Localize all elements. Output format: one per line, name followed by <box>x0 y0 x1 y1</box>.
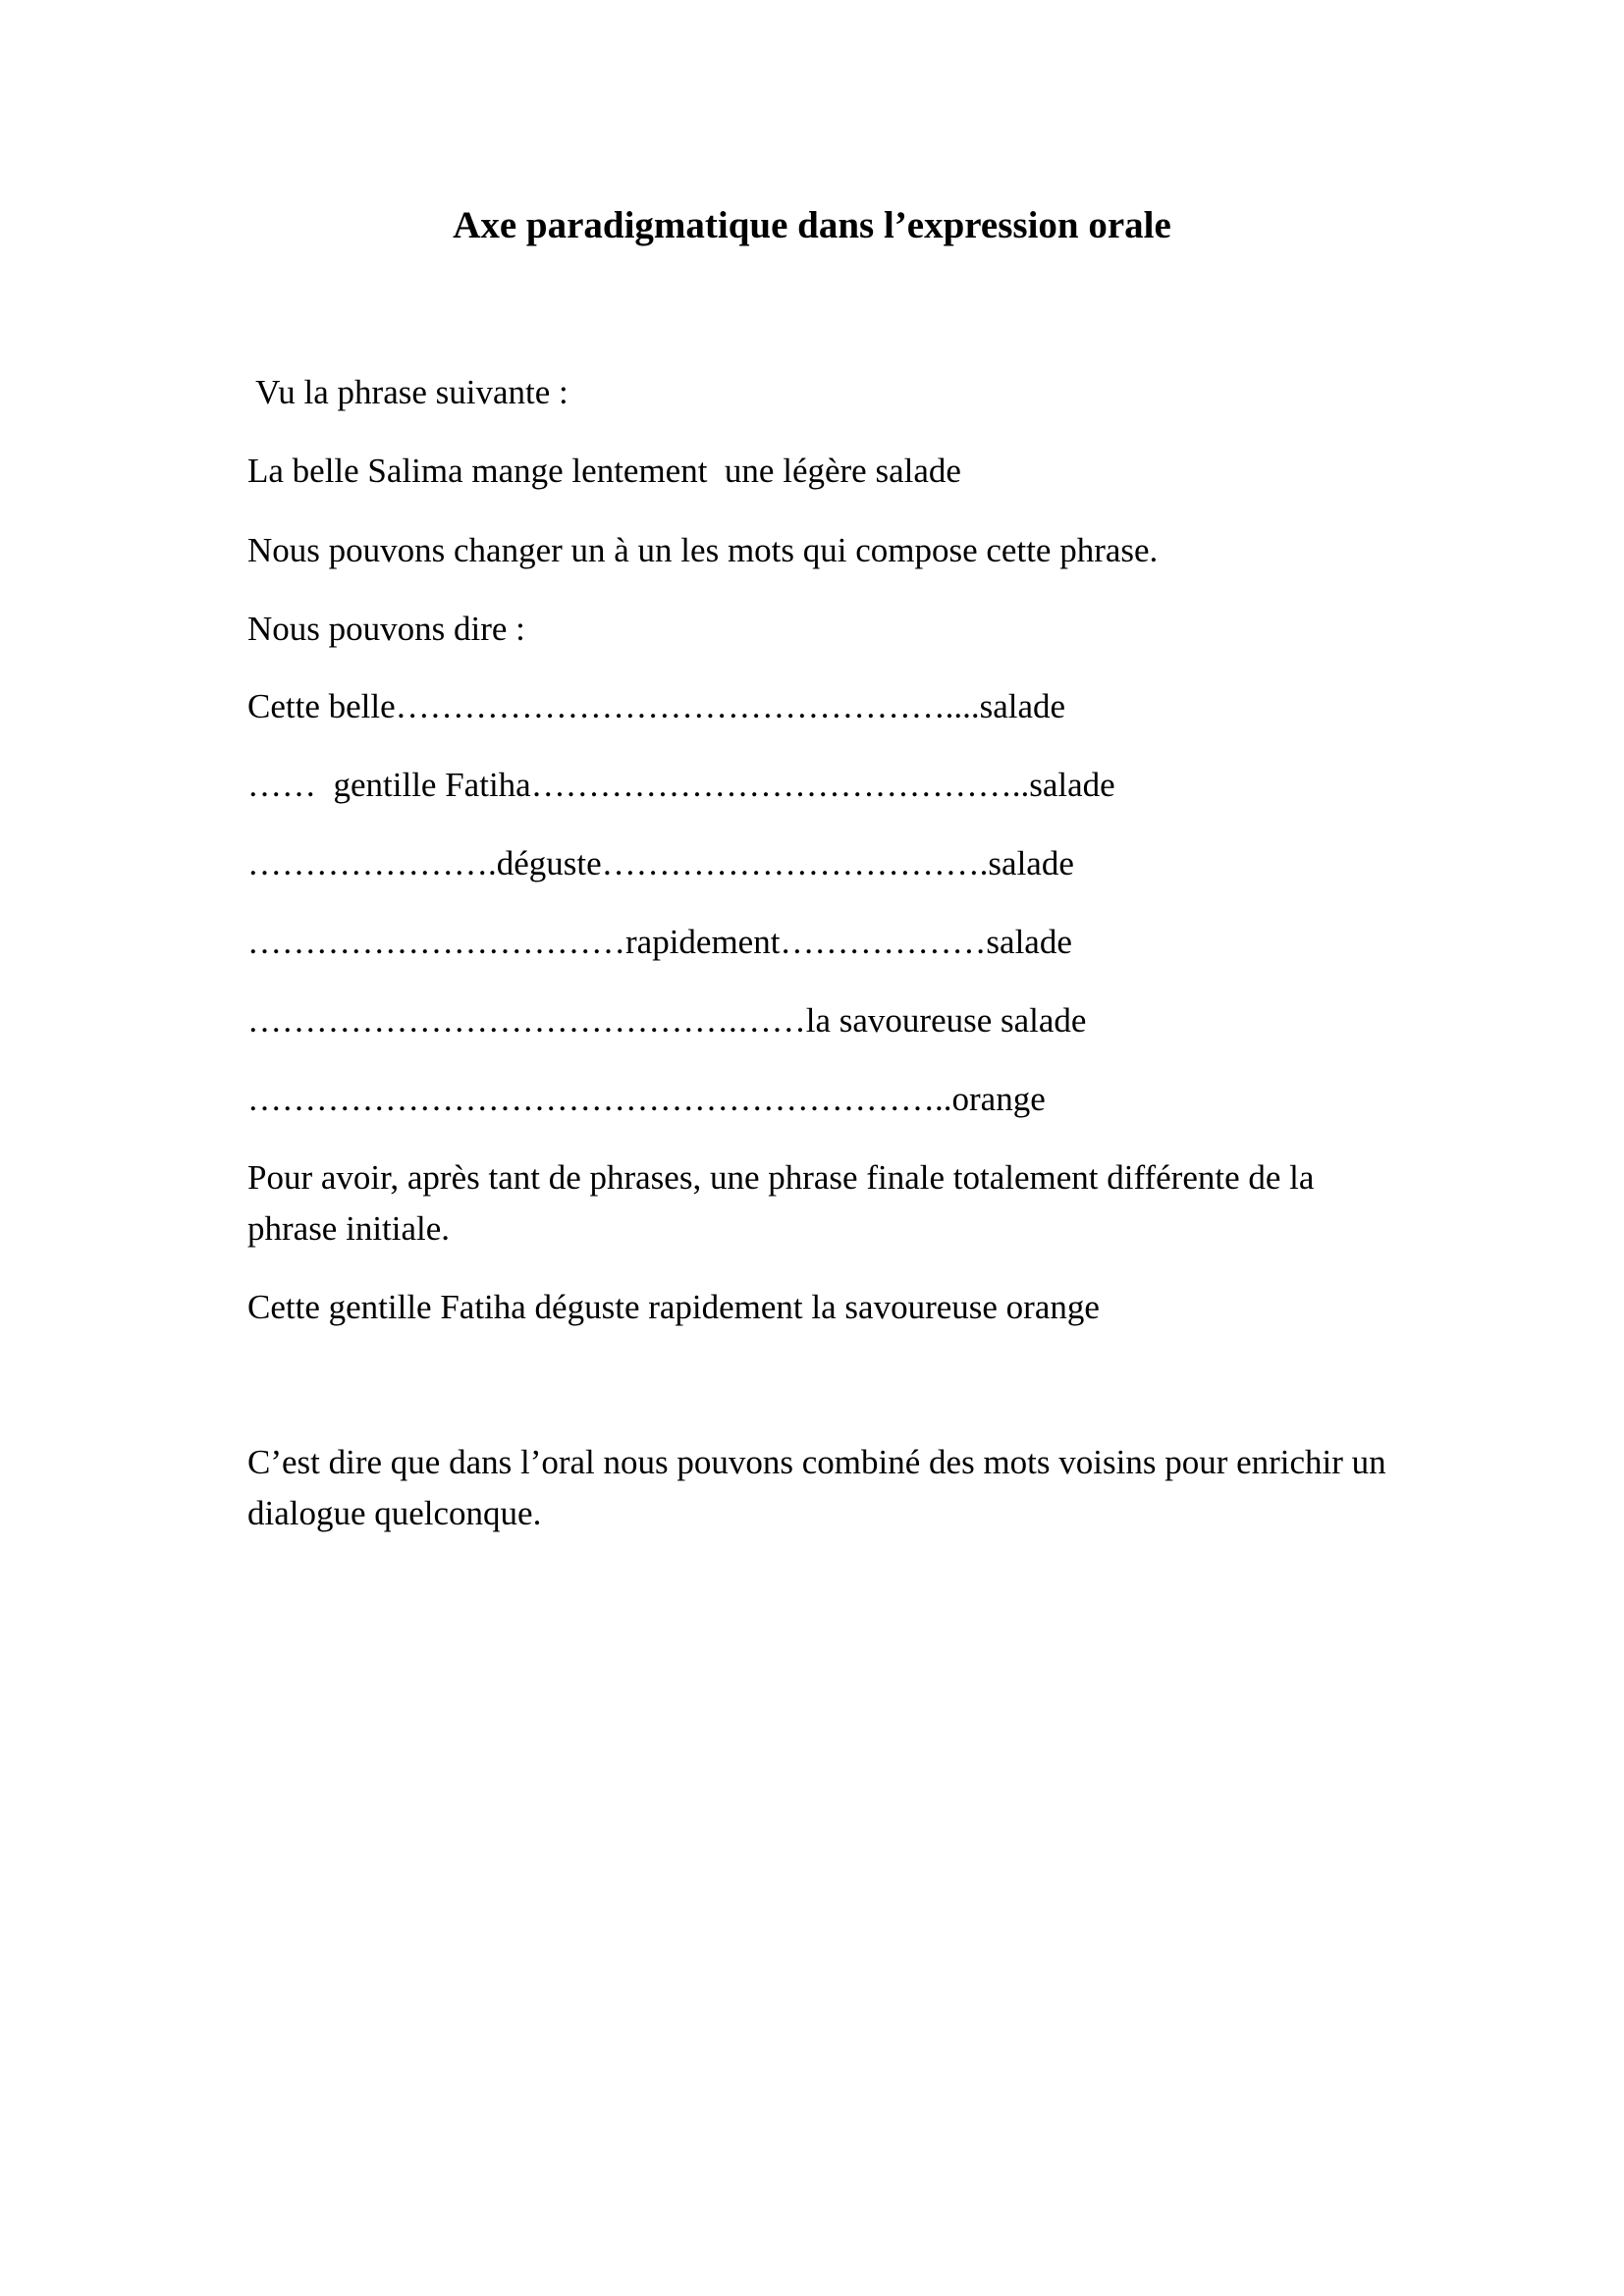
conclusion-intro-paragraph: Pour avoir, après tant de phrases, une phrase finale totalement différente de la phrase initiale. <box>247 1158 1315 1248</box>
substitution-line: ……………………………………………………..orange <box>247 1080 1046 1118</box>
substitution-line: Cette belle…………………………………………....salade <box>247 687 1066 725</box>
statement-text: Nous pouvons changer un à un les mots qui compose cette phrase. <box>247 531 1159 569</box>
final-sentence: Cette gentille Fatiha déguste rapidement la savoureuse orange <box>247 1288 1100 1326</box>
substitution-line: ………………….déguste…………………………….salade <box>247 844 1074 882</box>
intro-text: Vu la phrase suivante : <box>247 373 568 411</box>
closing-paragraph: C’est dire que dans l’oral nous pouvons combiné des mots voisins pour enrichir un dialogue quelconque. <box>247 1443 1386 1532</box>
substitution-line: …… gentille Fatiha……………………………………..salade <box>247 766 1115 804</box>
we-can-say-text: Nous pouvons dire : <box>247 610 525 648</box>
original-sentence: La belle Salima mange lentement une légère salade <box>247 452 961 490</box>
substitution-line: ……………………………rapidement………………salade <box>247 923 1072 961</box>
document-title: Axe paradigmatique dans l’expression orale <box>453 204 1171 246</box>
substitution-line: …………………………………….……la savoureuse salade <box>247 1001 1087 1040</box>
